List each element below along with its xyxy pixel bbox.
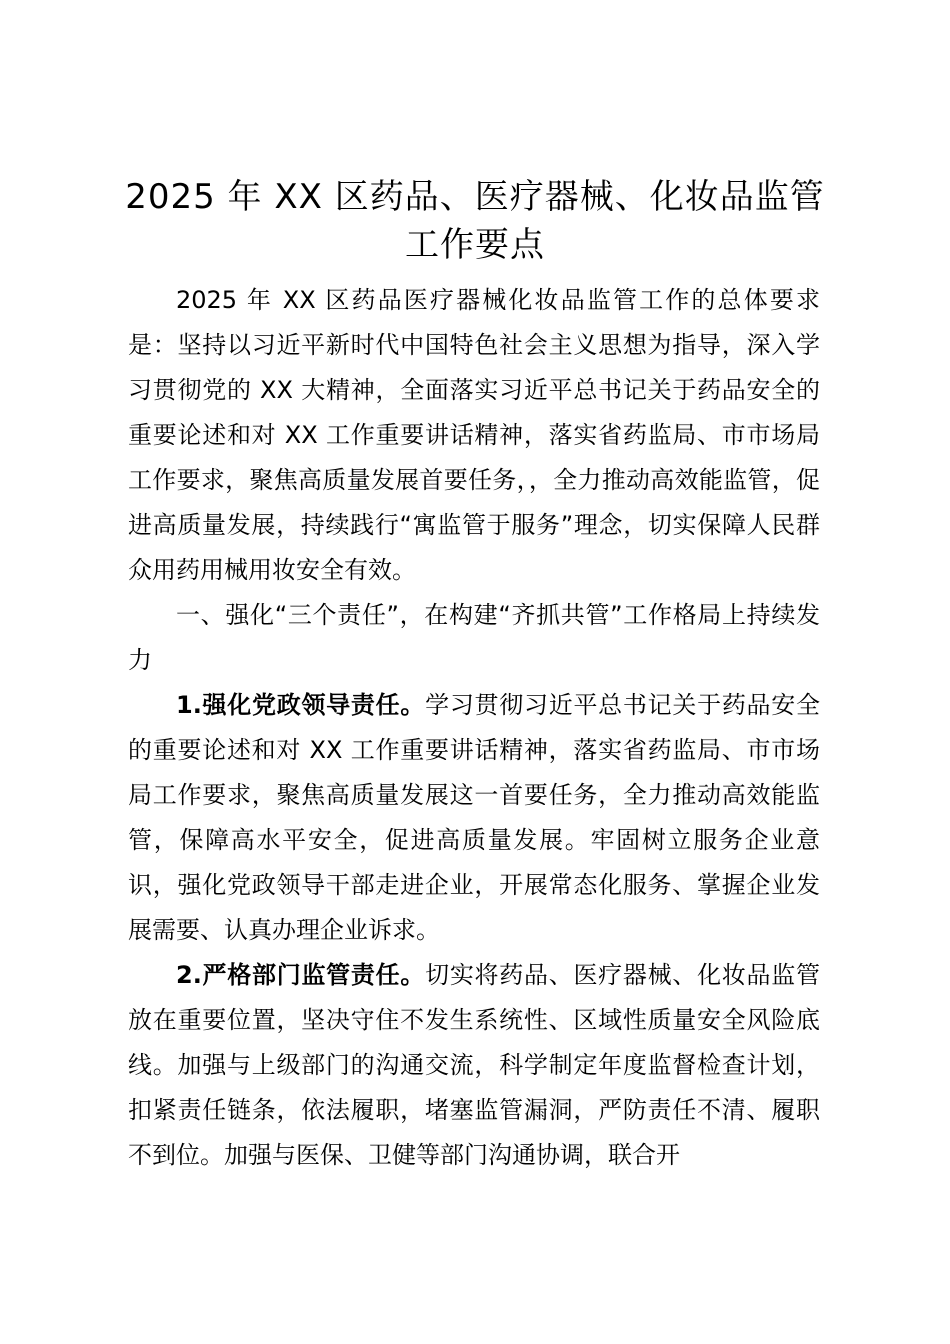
item-2-title: 2.严格部门监管责任。 (176, 961, 426, 989)
document-title-line-1: 2025 年 XX 区药品、医疗器械、化妆品监管 (125, 177, 825, 217)
item-1-title: 1.强化党政领导责任。 (176, 691, 426, 719)
document-body (128, 278, 820, 1178)
item-paragraph-2 (128, 953, 820, 1178)
item-1-body: 学习贯彻习近平总书记关于药品安全的重要论述和对 XX 工作重要讲话精神，落实省药监局、市市场局工作要求，聚焦高质量发展这一首要任务，全力推动高效能监管，保障高水平安全，促进高质量发展。牢固树立服务企业意识，强化党政领导干部走进企业，开展常态化服务、掌握企业发展需要、认真办理企业诉求。 (128, 691, 820, 944)
section-heading-1: 一、强化“三个责任”，在构建“齐抓共管”工作格局上持续发力 (128, 601, 820, 674)
intro-paragraph: 2025 年 XX 区药品医疗器械化妆品监管工作的总体要求是：坚持以习近平新时代中国特色社会主义思想为指导，深入学习贯彻党的 XX 大精神，全面落实习近平总书记关于药品安全的重要论述和对 XX 工作重要讲话精神，落实省药监局、市市场局工作要求，聚焦高质量发展首要任务，，全力推动高效能监管，促进高质量发展，持续践行“寓监管于服务”理念，切实保障人民群众用药用械用妆安全有效。 (128, 286, 820, 584)
item-2-body: 切实将药品、医疗器械、化妆品监管放在重要位置，坚决守住不发生系统性、区域性质量安全风险底线。加强与上级部门的沟通交流，科学制定年度监督检查计划，扣紧责任链条，依法履职，堵塞监管漏洞，严防责任不清、履职不到位。加强与医保、卫健等部门沟通协调，联合开 (128, 961, 820, 1169)
document-title-line-2: 工作要点 (405, 225, 545, 265)
item-paragraph-1 (128, 683, 820, 953)
